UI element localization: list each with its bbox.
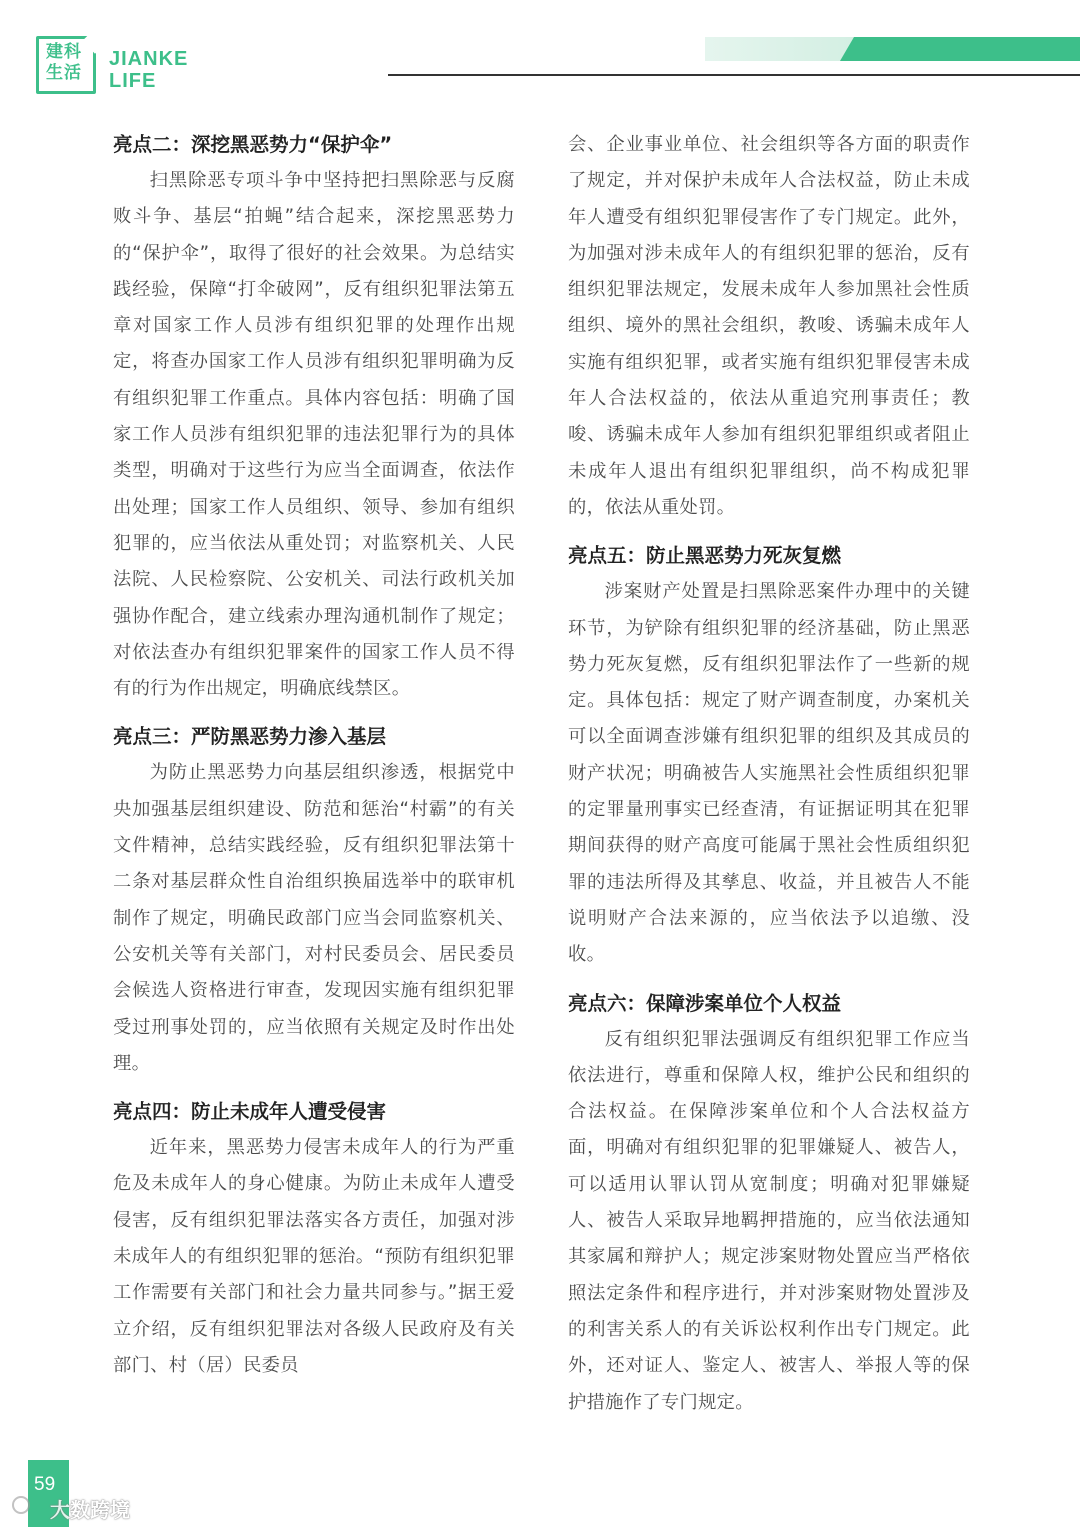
header-accent-band bbox=[840, 37, 1080, 61]
section-2-title: 亮点二：深挖黑恶势力“保护伞” bbox=[113, 133, 393, 156]
watermark-icon bbox=[12, 1496, 30, 1514]
logo-english-line2: LIFE bbox=[109, 70, 157, 92]
section-4-continuation: 会、企业事业单位、社会组织等各方面的职责作了规定，并对保护未成年人合法权益，防止未成年人遭受有组织犯罪侵害作了专门规定。此外，为加强对涉未成年人的有组织犯罪的惩治，反有组织犯罪法规定，发展未成年人参加黑社会性质组织、境外的黑社会组织，教唆、诱骗未成年人实施有组织犯罪，或者实施有组织犯罪侵害未成年人合法权益的，依法从重追究刑事责任；教唆、诱骗未成年人参加有组织犯罪组织或者阻止未成年人退出有组织犯罪组织，尚不构成犯罪的，依法从重处罚。 bbox=[568, 134, 970, 518]
watermark-text: 大数跨境 bbox=[50, 1498, 130, 1522]
right-column bbox=[568, 127, 970, 1421]
section-5-paragraph: 涉案财产处置是扫黑除恶案件办理中的关键环节，为铲除有组织犯罪的经济基础，防止黑恶势力死灰复燃，反有组织犯罪法作了一些新的规定。具体包括：规定了财产调查制度，办案机关可以全面调查涉嫌有组织犯罪的组织及其成员的财产状况；明确被告人实施黑社会性质组织犯罪的定罪量刑事实已经查清，有证据证明其在犯罪期间获得的财产高度可能属于黑社会性质组织犯罪的违法所得及其孳息、收益，并且被告人不能说明财产合法来源的，应当依法予以追缴、没收。 bbox=[568, 581, 970, 966]
logo-english-line1: JIANKE bbox=[109, 48, 189, 70]
left-column bbox=[113, 127, 515, 1384]
section-6-title: 亮点六：保障涉案单位个人权益 bbox=[568, 991, 842, 1015]
page-number: 59 bbox=[34, 1474, 56, 1495]
section-4-title: 亮点四：防止未成年人遭受侵害 bbox=[113, 1100, 387, 1124]
logo-chinese-text: 建科生活 bbox=[46, 42, 82, 83]
section-4-paragraph: 近年来，黑恶势力侵害未成年人的行为严重危及未成年人的身心健康。为防止未成年人遭受侵害，反有组织犯罪法落实各方责任，加强对涉未成年人的有组织犯罪的惩治。“预防有组织犯罪工作需要有关部门和社会力量共同参与。”据王爱立介绍，反有组织犯罪法对各级人民政府及有关部门、村（居）民委员 bbox=[113, 1137, 515, 1376]
section-6-paragraph: 反有组织犯罪法强调反有组织犯罪工作应当依法进行，尊重和保障人权，维护公民和组织的合法权益。在保障涉案单位和个人合法权益方面，明确对有组织犯罪的犯罪嫌疑人、被告人，可以适用认罪认罚从宽制度；明确对犯罪嫌疑人、被告人采取异地羁押措施的，应当依法通知其家属和辩护人；规定涉案财物处置应当严格依照法定条件和程序进行，并对涉案财物处置涉及的利害关系人的有关诉讼权利作出专门规定。此外，还对证人、鉴定人、被害人、举报人等的保护措施作了专门规定。 bbox=[568, 1028, 970, 1413]
logo-english-text bbox=[109, 48, 188, 92]
section-2-paragraph: 扫黑除恶专项斗争中坚持把扫黑除恶与反腐败斗争、基层“拍蝇”结合起来，深挖黑恶势力的“保护伞”，取得了很好的社会效果。为总结实践经验，保障“打伞破网”，反有组织犯罪法第五章对国家工作人员涉有组织犯罪的处理作出规定，将查办国家工作人员涉有组织犯罪明确为反有组织犯罪工作重点。具体内容包括：明确了国家工作人员涉有组织犯罪的违法犯罪行为的具体类型，明确对于这些行为应当全面调查，依法作出处理；国家工作人员组织、领导、参加有组织犯罪的，应当依法从重处罚；对监察机关、人民法院、人民检察院、公安机关、司法行政机关加强协作配合，建立线索办理沟通机制作了规定；对依法查办有组织犯罪案件的国家工作人员不得有的行为作出规定，明确底线禁区。 bbox=[113, 170, 515, 700]
brand-logo bbox=[36, 36, 100, 98]
section-5-title: 亮点五：防止黑恶势力死灰复燃 bbox=[568, 544, 842, 568]
section-3-paragraph: 为防止黑恶势力向基层组织渗透，根据党中央加强基层组织建设、防范和惩治“村霸”的有关文件精神，总结实践经验，反有组织犯罪法第十二条对基层群众性自治组织换届选举中的联审机制作了规定，明确民政部门应当会同监察机关、公安机关等有关部门，对村民委员会、居民委员会候选人资格进行审查，发现因实施有组织犯罪受过刑事处罚的，应当依照有关规定及时作出处理。 bbox=[113, 762, 515, 1074]
section-3-title: 亮点三：严防黑恶势力渗入基层 bbox=[113, 725, 387, 749]
header-rule bbox=[388, 74, 1080, 76]
